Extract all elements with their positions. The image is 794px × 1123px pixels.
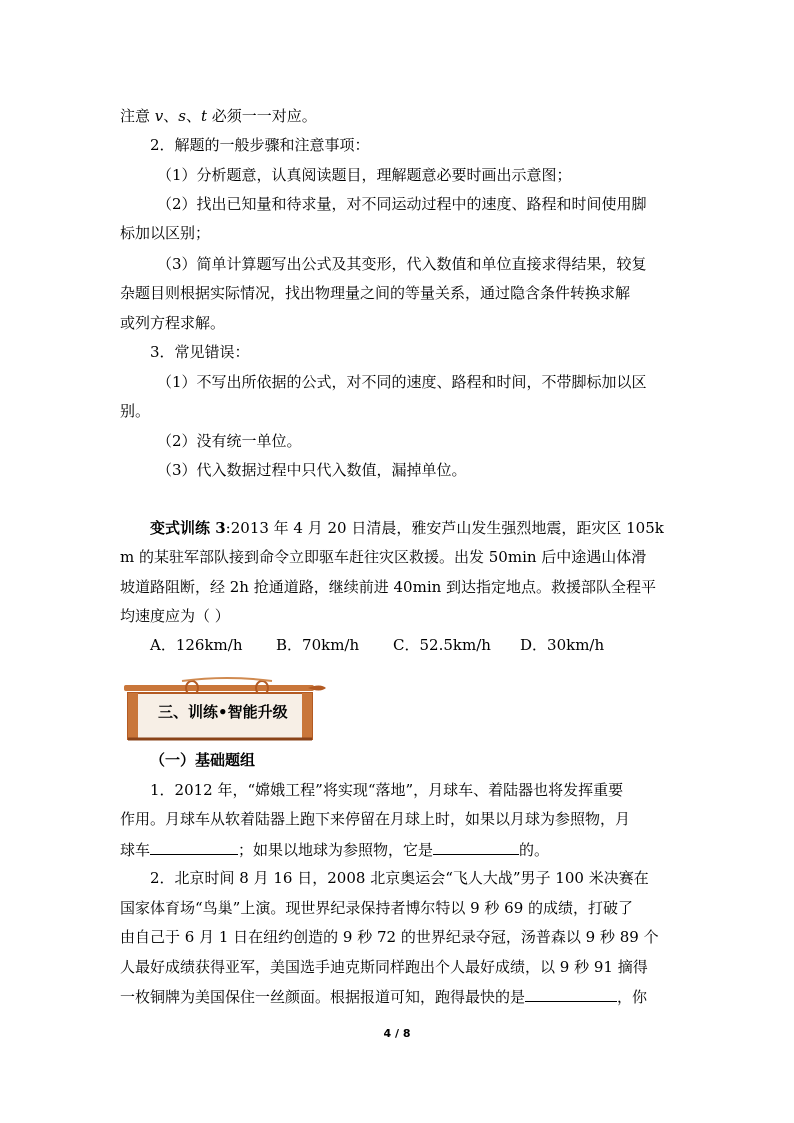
text-line: 作用。月球车从软着陆器上跑下来停留在月球上时，如果以月球为参照物，月 bbox=[120, 810, 631, 828]
text-line: 1．2012 年，“嫦娥工程”将实现“落地”，月球车、着陆器也将发挥重要 bbox=[150, 781, 624, 799]
section-title: 三、训练•智能升级 bbox=[158, 703, 288, 721]
option-a: A．126km/h bbox=[150, 636, 243, 654]
text-fragment: 、 bbox=[185, 107, 201, 125]
text-fragment: 必须一一对应。 bbox=[207, 107, 317, 125]
page-number: 4 / 8 bbox=[383, 1027, 411, 1040]
text-line: （2）找出已知量和待求量，对不同运动过程中的速度、路程和时间使用脚 bbox=[157, 195, 647, 213]
text-fragment: :2013 年 4 月 20 日清晨，雅安芦山发生强烈地震，距灾区 105k bbox=[225, 519, 664, 537]
text-fragment: 球车 bbox=[120, 841, 151, 859]
text-line: 由自己于 6 月 1 日在纽约创造的 9 秒 72 的世界纪录夺冠，汤普森以 9 秒 89 个 bbox=[120, 928, 659, 946]
text-line: （1）不写出所依据的公式，对不同的速度、路程和时间，不带脚标加以区 bbox=[157, 373, 647, 391]
option-b: B．70km/h bbox=[276, 636, 360, 654]
text-line: 坡道路阻断，经 2h 抢通道路，继续前进 40min 到达指定地点。救援部队全程平 bbox=[120, 578, 657, 596]
text-fragment: ；如果以地球为参照物，它是 bbox=[238, 841, 434, 859]
text-line: 或列方程求解。 bbox=[120, 314, 226, 332]
option-d: D．30km/h bbox=[520, 636, 605, 654]
text-line bbox=[120, 106, 317, 126]
heading-common-errors: 3．常见错误： bbox=[150, 343, 250, 361]
text-line: 均速度应为（ ） bbox=[120, 607, 230, 625]
exercise-3-line bbox=[150, 518, 664, 538]
text-line: m 的某驻军部队接到命令立即驱车赶往灾区救援。出发 50min 后中途遇山体滑 bbox=[120, 548, 647, 566]
answer-blank-3[interactable] bbox=[525, 986, 617, 1002]
variable-s: s bbox=[178, 107, 186, 125]
answer-blank-2[interactable] bbox=[433, 839, 519, 855]
text-line: 别。 bbox=[120, 402, 151, 420]
text-line: 杂题目则根据实际情况，找出物理量之间的等量关系，通过隐含条件转换求解 bbox=[120, 284, 631, 302]
text-line: （3）简单计算题写出公式及其变形，代入数值和单位直接求得结果，较复 bbox=[157, 255, 647, 273]
text-line: （3）代入数据过程中只代入数值，漏掉单位。 bbox=[157, 461, 467, 479]
question-2-blank-line bbox=[120, 986, 647, 1007]
variable-t: t bbox=[201, 107, 208, 125]
variable-v: v bbox=[154, 107, 164, 125]
text-fragment: ，你 bbox=[617, 988, 648, 1006]
text-line: 人最好成绩获得亚军，美国选手迪克斯同样跑出个人最好成绩，以 9 秒 91 摘得 bbox=[120, 958, 648, 976]
text-line: （1）分析题意，认真阅读题目，理解题意必要时画出示意图； bbox=[157, 166, 572, 184]
text-fragment: 一枚铜牌为美国保住一丝颜面。根据报道可知，跑得最快的是 bbox=[120, 988, 526, 1006]
exercise-label: 变式训练 3 bbox=[150, 519, 226, 537]
subsection-title: （一）基础题组 bbox=[150, 751, 256, 769]
text-line: 标加以区别； bbox=[120, 224, 211, 242]
text-line: 2．北京时间 8 月 16 日，2008 北京奥运会“飞人大战”男子 100 米决赛在 bbox=[150, 869, 649, 887]
text-fragment: 、 bbox=[163, 107, 179, 125]
text-line: （2）没有统一单位。 bbox=[157, 432, 302, 450]
text-fragment: 的。 bbox=[519, 841, 550, 859]
option-c: C．52.5km/h bbox=[393, 636, 491, 654]
heading-solving-steps: 2．解题的一般步骤和注意事项： bbox=[150, 136, 370, 154]
question-1-blanks-line bbox=[120, 839, 549, 860]
text-fragment: 注意 bbox=[120, 107, 155, 125]
text-line: 国家体育场“鸟巢”上演。现世界纪录保持者博尔特以 9 秒 69 的成绩，打破了 bbox=[120, 899, 634, 917]
answer-blank-1[interactable] bbox=[150, 839, 238, 855]
